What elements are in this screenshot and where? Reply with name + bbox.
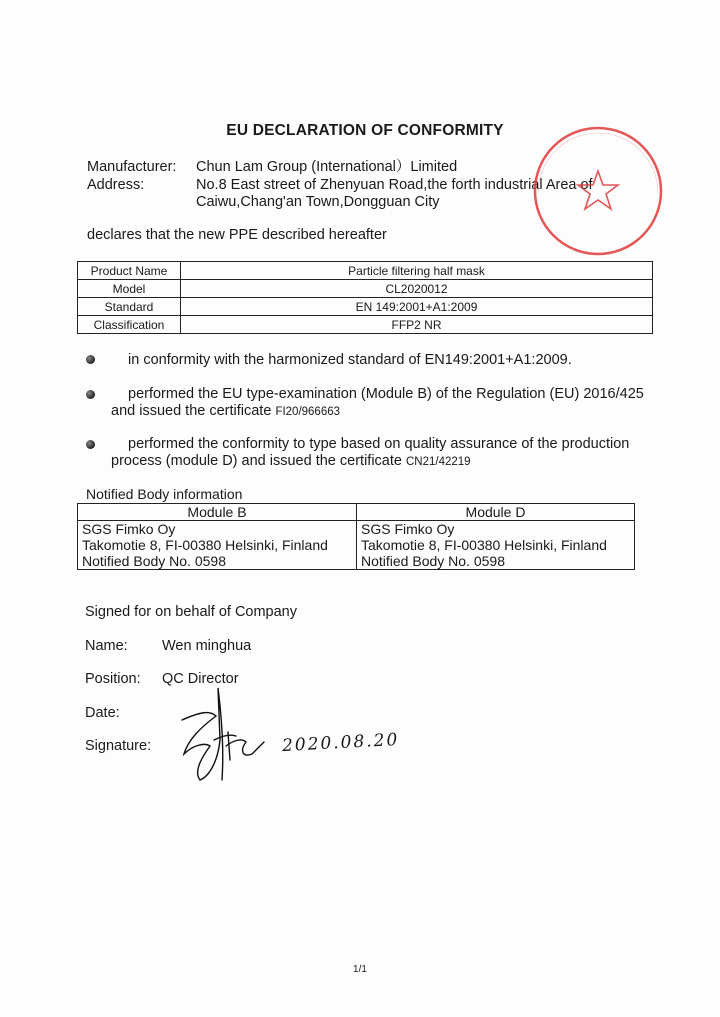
address-line-2: Caiwu,Chang'an Town,Dongguan City [196,194,440,210]
position-value: QC Director [162,671,239,687]
module-d-header: Module D [357,504,635,521]
bullet-text-3-cont [111,453,471,471]
bullet-text-2-line2: and issued the certificate [111,403,272,419]
spec-value: CL2020012 [181,280,653,298]
bullet-icon [86,355,95,364]
module-b-cell [78,521,357,570]
signed-text: Signed for on behalf of Company [85,604,297,620]
notified-body-table [77,503,635,570]
spec-key: Product Name [78,262,181,280]
handwritten-date: 2020.08.20 [281,729,400,757]
spec-key: Model [78,280,181,298]
handwritten-signature [170,680,270,790]
spec-key: Standard [78,298,181,316]
spec-value: EN 149:2001+A1:2009 [181,298,653,316]
manufacturer-name: Chun Lam Group (International）Limited [196,159,458,175]
table-row [78,298,653,316]
module-d-name: SGS Fimko Oy [361,521,455,537]
module-b-address: Takomotie 8, FI-00380 Helsinki, Finland [82,537,328,553]
product-spec-table [77,261,653,334]
spec-value: FFP2 NR [181,316,653,334]
company-seal-stamp [528,123,674,259]
table-row [78,262,653,280]
bullet-text-2-cont [111,403,340,421]
date-label: Date: [85,705,120,721]
page-number: 1/1 [353,964,367,975]
certificate-number-d: CN21/42219 [405,456,471,468]
declares-text: declares that the new PPE described hereafter [87,227,387,243]
address-line-1: No.8 East street of Zhenyuan Road,the forth industrial Area of [196,177,593,193]
module-d-number: Notified Body No. 0598 [361,553,505,569]
page-title: EU DECLARATION OF CONFORMITY [226,122,504,139]
table-row [78,521,635,570]
module-d-address: Takomotie 8, FI-00380 Helsinki, Finland [361,537,607,553]
module-d-cell [357,521,635,570]
table-row [78,504,635,521]
notified-body-caption: Notified Body information [86,486,243,502]
bullet-text-3: performed the conformity to type based on quality assurance of the production [128,436,630,452]
module-b-header: Module B [78,504,357,521]
module-b-name: SGS Fimko Oy [82,521,176,537]
address-label: Address: [87,177,145,193]
spec-value: Particle filtering half mask [181,262,653,280]
bullet-text-1: in conformity with the harmonized standard of EN149:2001+A1:2009. [128,352,572,368]
name-value: Wen minghua [162,638,252,654]
table-row [78,316,653,334]
position-label: Position: [85,671,141,687]
table-row [78,280,653,298]
bullet-icon [86,390,95,399]
certificate-number-b: FI20/966663 [275,406,341,418]
bullet-icon [86,440,95,449]
module-b-number: Notified Body No. 0598 [82,553,226,569]
signature-label: Signature: [85,738,152,754]
bullet-text-3-line2: process (module D) and issued the certificate [111,453,402,469]
spec-key: Classification [78,316,181,334]
bullet-text-2: performed the EU type-examination (Module B) of the Regulation (EU) 2016/425 [128,386,644,402]
manufacturer-label: Manufacturer: [87,159,177,175]
name-label: Name: [85,638,128,654]
